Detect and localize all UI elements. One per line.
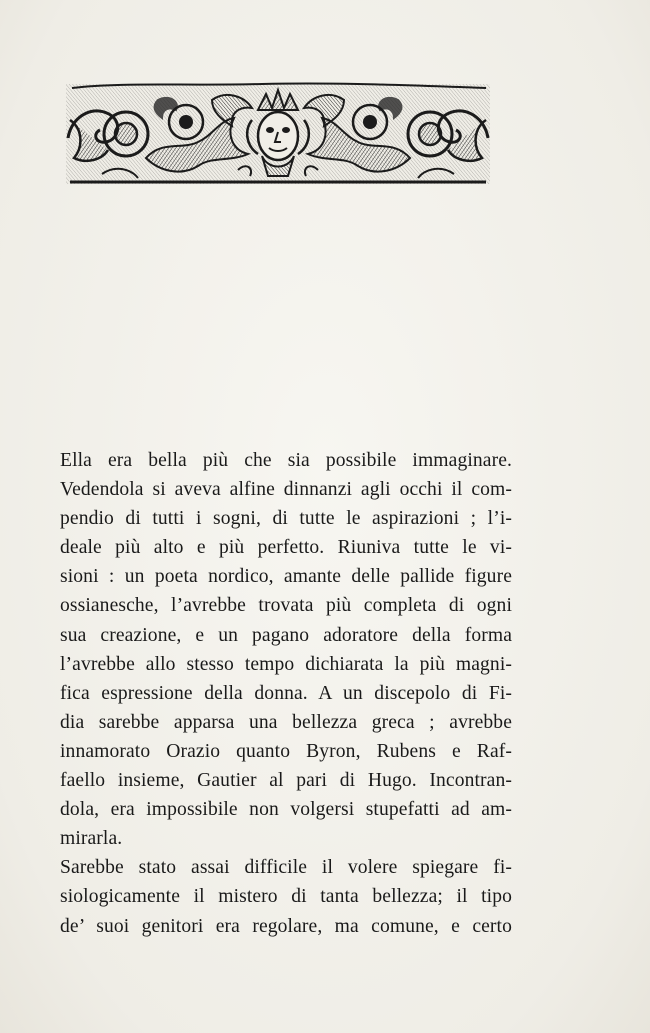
- text-line: ossianesche, l’avrebbe trovata più completa di ogni: [60, 595, 512, 617]
- text-line: deale più alto e più perfetto. Riuniva tutte le vi-: [60, 537, 512, 559]
- text-line: Ella era bella più che sia possibile immaginare.: [60, 450, 512, 471]
- text-line: fica espressione della donna. A un discepolo di Fi-: [60, 682, 512, 704]
- text-line: siologicamente il mistero di tanta bellezza; il tipo: [60, 886, 512, 908]
- text-line: dia sarebbe apparsa una bellezza greca ; avrebbe: [60, 711, 512, 733]
- text-line: pendio di tutti i sogni, di tutte le aspirazioni ; l’i-: [60, 508, 512, 530]
- paragraph-1: [60, 446, 512, 853]
- text-line: l’avrebbe allo stesso tempo dichiarata la più magni-: [60, 653, 512, 675]
- text-line: innamorato Orazio quanto Byron, Rubens e Raf-: [60, 740, 512, 762]
- text-line: sua creazione, e un pagano adoratore della forma: [60, 624, 512, 646]
- text-line: dola, era impossibile non volgersi stupefatti ad am-: [60, 799, 512, 821]
- text-line: Sarebbe stato assai difficile il volere spiegare fi-: [60, 857, 512, 879]
- text-line: mirarla.: [60, 828, 123, 850]
- text-line: Vedendola si aveva alfine dinnanzi agli occhi il com-: [60, 479, 512, 501]
- text-line: faello insieme, Gautier al pari di Hugo. Incontran-: [60, 770, 512, 792]
- body-text: [60, 446, 512, 941]
- floral-headpiece-ornament-icon: [62, 80, 494, 188]
- paragraph-2: [60, 853, 512, 940]
- text-line: de’ suoi genitori era regolare, ma comune, e certo: [60, 915, 512, 937]
- text-line: sioni : un poeta nordico, amante delle pallide figure: [60, 566, 512, 588]
